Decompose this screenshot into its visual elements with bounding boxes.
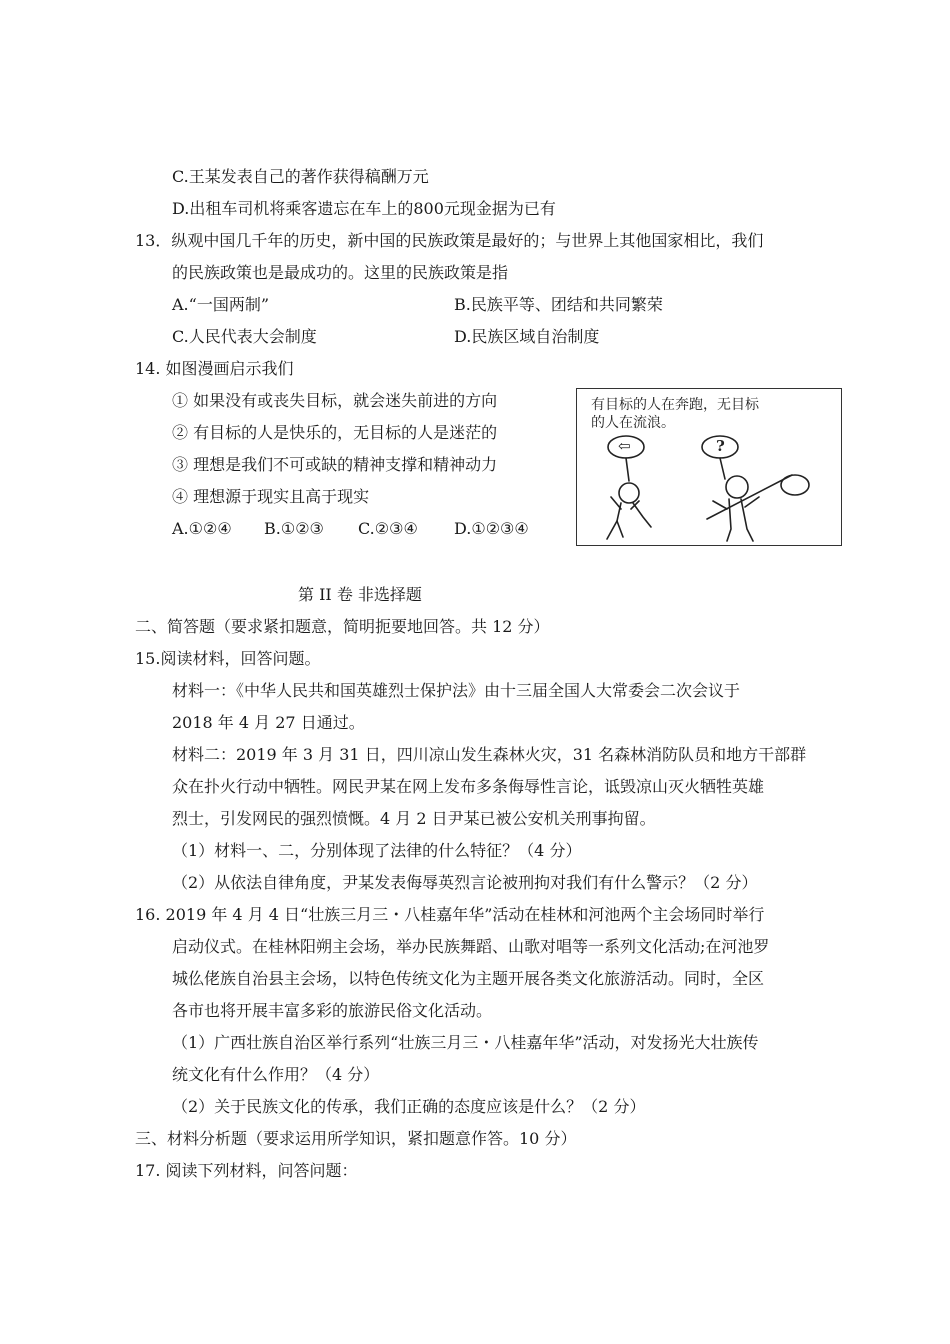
question-16-line3: 城仫佬族自治县主会场，以特色传统文化为主题开展各类文化旅游活动。同时，全区 (172, 969, 765, 988)
option-13b: B.民族平等、团结和共同繁荣 (454, 295, 663, 314)
option-14a: A.①②④ (172, 519, 232, 538)
option-14b: B.①②③ (264, 519, 324, 538)
question-15: 15.阅读材料，回答问题。 (135, 649, 321, 668)
option-12d: D.出租车司机将乘客遗忘在车上的800元现金据为已有 (172, 199, 556, 218)
question-13-line1: 13．纵观中国几千年的历史，新中国的民族政策是最好的；与世界上其他国家相比，我们 (135, 231, 764, 250)
question-16-line1: 16. 2019 年 4 月 4 日“壮族三月三・八桂嘉年华”活动在桂林和河池两个主会场同时举行 (135, 905, 765, 924)
material-1-line1: 材料一：《中华人民共和国英雄烈士保护法》由十三届全国人大常委会二次会议于 (172, 681, 741, 700)
question-16-line2: 启动仪式。在桂林阳朔主会场，举办民族舞蹈、山歌对唱等一系列文化活动;在河池罗 (172, 937, 770, 956)
material-2-line1: 材料二：2019 年 3 月 31 日，四川凉山发生森林火灾，31 名森林消防队员和地方干部群 (172, 745, 807, 764)
question-16-1-line2: 统文化有什么作用？（4 分） (172, 1065, 380, 1084)
question-13-line2: 的民族政策也是最成功的。这里的民族政策是指 (172, 263, 509, 282)
question-14: 14. 如图漫画启示我们 (135, 359, 294, 378)
option-13a: A.“一国两制” (172, 295, 270, 314)
question-15-2: （2）从依法自律角度，尹某发表侮辱英烈言论被刑拘对我们有什么警示？（2 分） (172, 873, 758, 892)
statement-14-1: ① 如果没有或丧失目标，就会迷失前进的方向 (172, 391, 498, 410)
question-17: 17. 阅读下列材料，问答问题： (135, 1161, 358, 1180)
material-1-line2: 2018 年 4 月 27 日通过。 (172, 713, 365, 732)
statement-14-4: ④ 理想源于现实且高于现实 (172, 487, 370, 506)
question-15-1: （1）材料一、二，分别体现了法律的什么特征？（4 分） (172, 841, 582, 860)
cartoon-image (576, 388, 842, 546)
cartoon-drawing (577, 389, 843, 547)
arrow-left-icon: ⇦ (618, 437, 631, 455)
option-14c: C.②③④ (358, 519, 418, 538)
material-2-line2: 众在扑火行动中牺牲。网民尹某在网上发布多条侮辱性言论，诋毁凉山灭火牺牲英雄 (172, 777, 765, 796)
statement-14-2: ② 有目标的人是快乐的，无目标的人是迷茫的 (172, 423, 498, 442)
option-12c: C.王某发表自己的著作获得稿酬万元 (172, 167, 429, 186)
question-16-1-line1: （1）广西壮族自治区举行系列“壮族三月三・八桂嘉年华”活动，对发扬光大壮族传 (172, 1033, 759, 1052)
statement-14-3: ③ 理想是我们不可或缺的精神支撑和精神动力 (172, 455, 498, 474)
question-mark-icon: ? (716, 437, 725, 455)
material-2-line3: 烈士，引发网民的强烈愤慨。4 月 2 日尹某已被公安机关刑事拘留。 (172, 809, 656, 828)
option-13d: D.民族区域自治制度 (454, 327, 600, 346)
part2-title: 第 II 卷 非选择题 (298, 585, 422, 604)
cartoon-caption-line1: 有目标的人在奔跑，无目标 (591, 397, 759, 413)
option-13c: C.人民代表大会制度 (172, 327, 317, 346)
question-16-2: （2）关于民族文化的传承，我们正确的态度应该是什么？（2 分） (172, 1097, 646, 1116)
question-16-line4: 各市也将开展丰富多彩的旅游民俗文化活动。 (172, 1001, 493, 1020)
cartoon-caption-line2: 的人在流浪。 (591, 415, 675, 431)
section-3-heading: 三、材料分析题（要求运用所学知识，紧扣题意作答。10 分） (135, 1129, 577, 1148)
section-2-heading: 二、简答题（要求紧扣题意，简明扼要地回答。共 12 分） (135, 617, 550, 636)
option-14d: D.①②③④ (454, 519, 529, 538)
